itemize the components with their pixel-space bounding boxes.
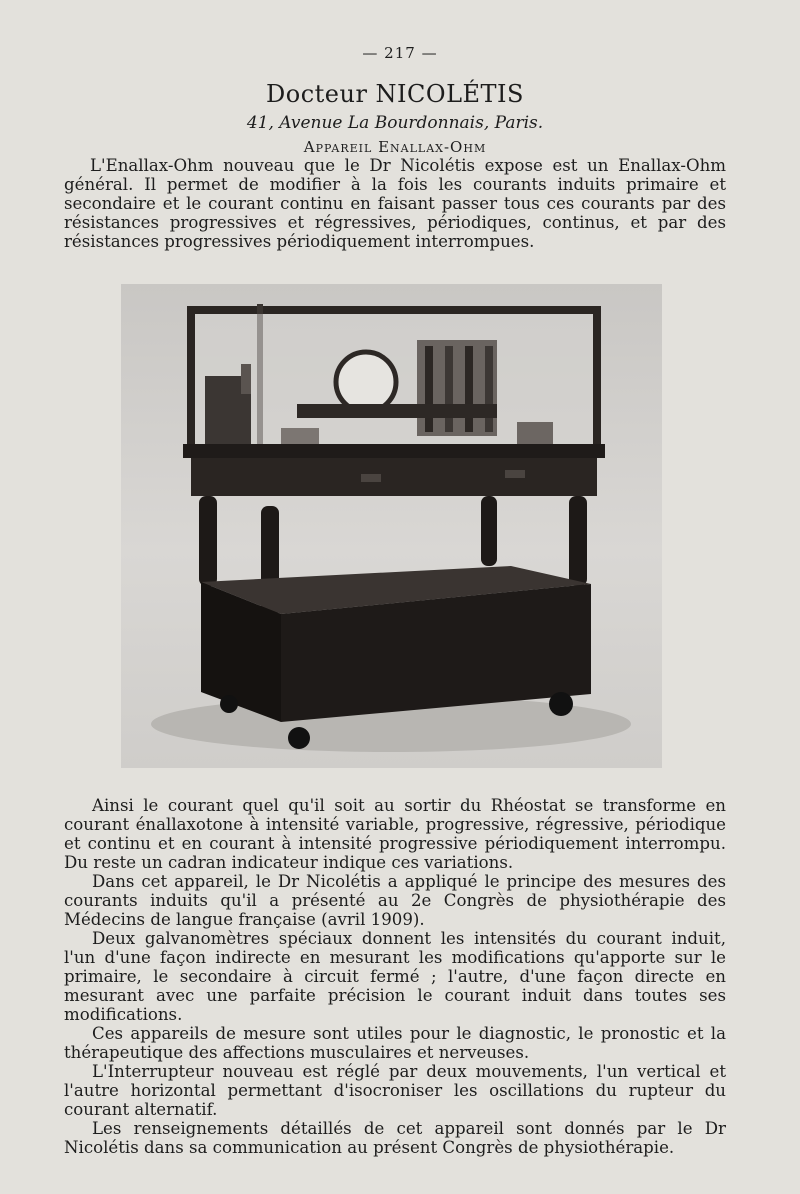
page-title: Docteur NICOLÉTIS (266, 80, 524, 108)
body-text-block (64, 796, 726, 1157)
page-number: — 217 — (362, 44, 438, 62)
body-paragraph: Les renseignements détaillés de cet appareil sont donnés par le Dr Nicolétis dans sa communication au présent Congrès de physiothérapie. (64, 1119, 726, 1157)
body-paragraph: Deux galvanomètres spéciaux donnent les intensités du courant induit, l'un d'une façon indirecte en mesurant les modifications qu'apporte sur le primaire, le secondaire à circuit fermé ; l'autre, d'une façon directe en mesurant avec une parfaite précision le courant induit dans toutes ses modifications. (64, 929, 726, 1024)
body-paragraph: L'Interrupteur nouveau est réglé par deux mouvements, l'un vertical et l'autre horizontal permettant d'isocroniser les oscillations du rupteur du courant alternatif. (64, 1062, 726, 1119)
address: 41, Avenue La Bourdonnais, Paris. (246, 113, 544, 133)
apparatus-photograph (121, 284, 662, 768)
body-paragraph: Dans cet appareil, le Dr Nicolétis a appliqué le principe des mesures des courants induits qu'il a présenté au 2e Congrès de physiothérapie des Médecins de langue française (avril 1909). (64, 872, 726, 929)
device-name: Appareil Enallax-Ohm (303, 138, 487, 156)
apparatus-illustration (121, 284, 662, 768)
intro-paragraph: L'Enallax-Ohm nouveau que le Dr Nicolétis expose est un Enallax-Ohm général. Il permet de modifier à la fois les courants induits primaire et secondaire et le courant continu en faisant passer tous ces courants par des résistances progressives et régressives, périodiques, continus, et par des résistances progressives périodiquement interrompues. (64, 156, 726, 251)
intro-paragraph-block (64, 156, 726, 251)
body-paragraph: Ces appareils de mesure sont utiles pour le diagnostic, le pronostic et la thérapeutique des affections musculaires et nerveuses. (64, 1024, 726, 1062)
body-paragraph: Ainsi le courant quel qu'il soit au sortir du Rhéostat se transforme en courant énallaxotone à intensité variable, progressive, régressive, périodique et continu et en courant à intensité progressive périodiquement interrompu. Du reste un cadran indicateur indique ces variations. (64, 796, 726, 872)
